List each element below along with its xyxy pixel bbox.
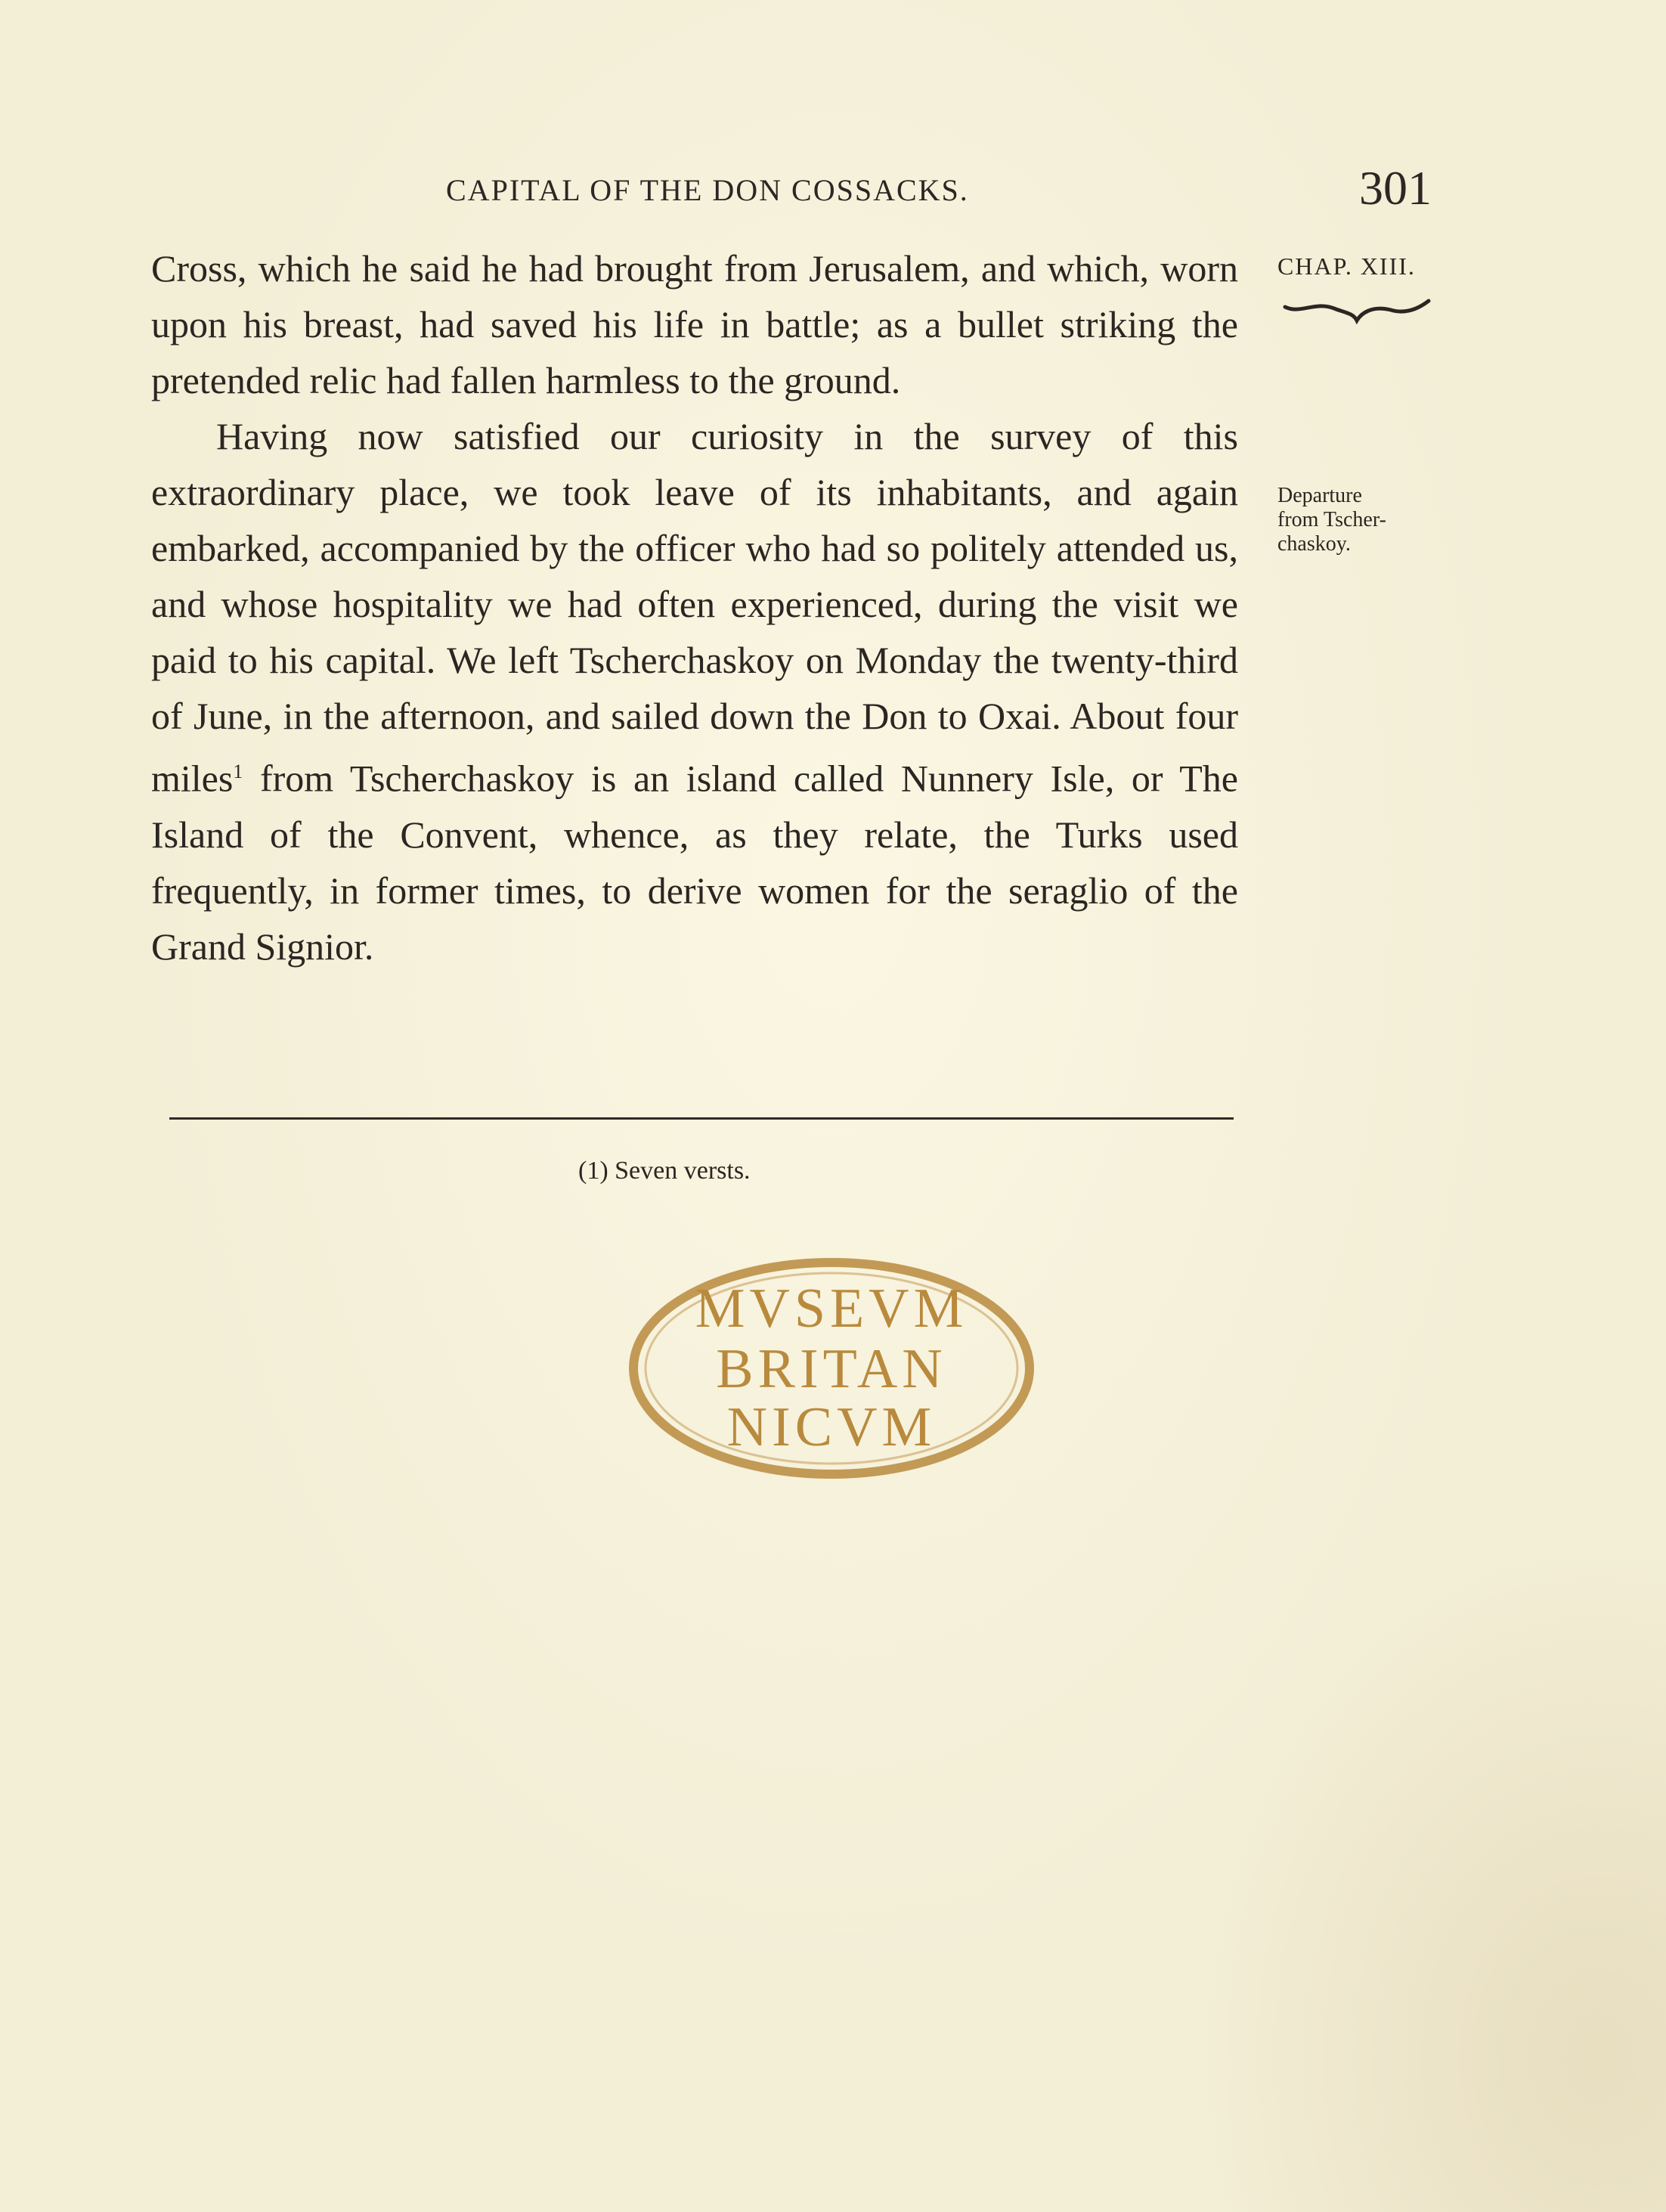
museum-stamp bbox=[620, 1247, 1043, 1497]
footnote-reference: 1 bbox=[233, 761, 243, 782]
chapter-flourish-ornament bbox=[1281, 298, 1432, 328]
stamp-line-2: BRITAN bbox=[716, 1338, 947, 1400]
chapter-label: CHAP. XIII. bbox=[1277, 252, 1416, 280]
running-title: CAPITAL OF THE DON COSSACKS. bbox=[446, 173, 969, 207]
margin-note-line-3: chaskoy. bbox=[1277, 532, 1351, 556]
main-text bbox=[151, 240, 1238, 974]
footnote-rule bbox=[169, 1117, 1234, 1120]
stamp-line-3: NICVM bbox=[726, 1396, 937, 1458]
margin-note-line-1: Departure bbox=[1277, 484, 1362, 507]
page-number: 301 bbox=[1359, 161, 1432, 215]
paragraph-1: Cross, which he said he had brought from Jerusalem, and which, worn upon his breast, had saved his life in battle; as a bullet striking the pretended relic had fallen harmless to the ground. bbox=[151, 247, 1238, 401]
paragraph-2 bbox=[151, 408, 1238, 974]
margin-note-line-2: from Tscher- bbox=[1277, 508, 1386, 531]
margin-note bbox=[1277, 484, 1444, 556]
paragraph-2-part-2: from Tscherchaskoy is an island called Nunnery Isle, or The Island of the Convent, whence, as they relate, the Turks used frequently, in former times, to derive women for the seraglio of the Grand Signior. bbox=[151, 757, 1238, 968]
stamp-line-1: MVSEVM bbox=[695, 1278, 968, 1340]
footnote: (1) Seven versts. bbox=[578, 1157, 751, 1185]
paragraph-2-part-1: Having now satisfied our curiosity in the survey of this extraordinary place, we took leave of its inhabitants, and again embarked, accompanied by the officer who had so politely attended us, and whose hospitality we had often experienced, during the visit we paid to his capital. We left Tscherchaskoy on Monday the twenty-third of June, in the afternoon, and sailed down the Don to Oxai. About four miles bbox=[151, 415, 1238, 800]
